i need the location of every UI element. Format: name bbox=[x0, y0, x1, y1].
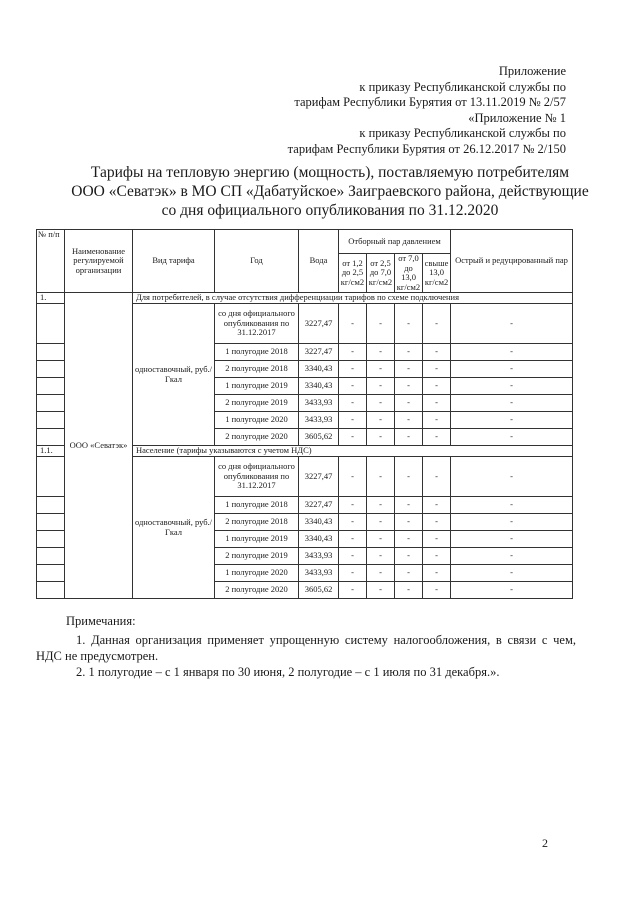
cell: - bbox=[395, 412, 423, 429]
cell: - bbox=[367, 514, 395, 531]
cell: - bbox=[451, 304, 573, 344]
cell: - bbox=[339, 429, 367, 446]
cell: - bbox=[395, 565, 423, 582]
note-item: 1. Данная организация применяет упрощенную систему налогообложения, в связи с чем, НДС не предусмотрен. bbox=[36, 633, 576, 663]
cell: - bbox=[451, 429, 573, 446]
period: 1 полугодие 2018 bbox=[215, 497, 299, 514]
cell: - bbox=[367, 565, 395, 582]
cell: - bbox=[395, 514, 423, 531]
period: 1 полугодие 2018 bbox=[215, 344, 299, 361]
period: 2 полугодие 2018 bbox=[215, 514, 299, 531]
cell: - bbox=[367, 361, 395, 378]
period: 1 полугодие 2019 bbox=[215, 378, 299, 395]
water-value: 3433,93 bbox=[299, 565, 339, 582]
cell: - bbox=[423, 457, 451, 497]
cell: - bbox=[367, 548, 395, 565]
period: 1 полугодие 2020 bbox=[215, 412, 299, 429]
water-value: 3227,47 bbox=[299, 304, 339, 344]
water-value: 3340,43 bbox=[299, 531, 339, 548]
cell: - bbox=[423, 429, 451, 446]
cell: - bbox=[395, 361, 423, 378]
period: 1 полугодие 2020 bbox=[215, 565, 299, 582]
cell: - bbox=[395, 378, 423, 395]
cell: - bbox=[367, 429, 395, 446]
water-value: 3433,93 bbox=[299, 548, 339, 565]
header-pressure-1: от 1,2 до 2,5 кг/см2 bbox=[339, 254, 367, 293]
cell: - bbox=[423, 412, 451, 429]
title-line: ООО «Севатэк» в МО СП «Дабатуйское» Заиграевского района, действующие bbox=[71, 183, 589, 200]
cell: - bbox=[367, 378, 395, 395]
cell: - bbox=[423, 497, 451, 514]
section-row bbox=[37, 293, 573, 304]
cell: - bbox=[367, 531, 395, 548]
header-line: тарифам Республики Бурятия от 26.12.2017 № 2/150 bbox=[287, 141, 566, 156]
header-org: Наименование регулируемой организации bbox=[65, 230, 133, 293]
header-num: № п/п bbox=[37, 230, 65, 293]
page-number: 2 bbox=[542, 836, 548, 850]
header-sharp-steam: Острый и редуцированный пар bbox=[451, 230, 573, 293]
cell: - bbox=[395, 429, 423, 446]
cell: - bbox=[451, 361, 573, 378]
cell: - bbox=[451, 565, 573, 582]
water-value: 3227,47 bbox=[299, 457, 339, 497]
cell: - bbox=[395, 395, 423, 412]
cell: - bbox=[423, 395, 451, 412]
header-line: тарифам Республики Бурятия от 13.11.2019 № 2/57 bbox=[294, 95, 566, 109]
cell: - bbox=[395, 531, 423, 548]
header-pressure-2: от 2,5 до 7,0 кг/см2 bbox=[367, 254, 395, 293]
cell: - bbox=[339, 412, 367, 429]
period: со дня официального опубликования по 31.12.2017 bbox=[215, 457, 299, 497]
water-value: 3605,62 bbox=[299, 582, 339, 599]
cell: - bbox=[451, 548, 573, 565]
cell: - bbox=[423, 531, 451, 548]
header-pressure-4: свыше 13,0 кг/см2 bbox=[423, 254, 451, 293]
cell: - bbox=[423, 514, 451, 531]
cell: - bbox=[339, 531, 367, 548]
cell: - bbox=[339, 304, 367, 344]
header-line: Приложение bbox=[498, 64, 566, 78]
water-value: 3433,93 bbox=[299, 412, 339, 429]
cell: - bbox=[367, 457, 395, 497]
section-title: Население (тарифы указываются с учетом НДС) bbox=[133, 446, 573, 457]
cell: - bbox=[339, 582, 367, 599]
water-value: 3340,43 bbox=[299, 514, 339, 531]
cell: - bbox=[451, 344, 573, 361]
cell: - bbox=[339, 548, 367, 565]
header-line: к приказу Республиканской службы по bbox=[359, 126, 566, 140]
tariff-type: одноставочный, руб./Гкал bbox=[133, 304, 215, 446]
section-title: Для потребителей, в случае отсутствия дифференциации тарифов по схеме подключения bbox=[133, 293, 573, 304]
water-value: 3227,47 bbox=[299, 344, 339, 361]
cell: - bbox=[451, 412, 573, 429]
water-value: 3227,47 bbox=[299, 497, 339, 514]
notes-section bbox=[36, 613, 576, 680]
period: 2 полугодие 2019 bbox=[215, 395, 299, 412]
cell: - bbox=[395, 497, 423, 514]
header-steam-group: Отборный пар давлением bbox=[339, 230, 451, 254]
cell: - bbox=[451, 457, 573, 497]
cell: - bbox=[423, 344, 451, 361]
cell: - bbox=[339, 344, 367, 361]
org-name: ООО «Севатэк» bbox=[65, 293, 133, 599]
header-line: «Приложение № 1 bbox=[468, 110, 566, 125]
cell: - bbox=[423, 548, 451, 565]
cell: - bbox=[395, 457, 423, 497]
cell: - bbox=[367, 497, 395, 514]
period: со дня официального опубликования по 31.12.2017 bbox=[215, 304, 299, 344]
header-year: Год bbox=[215, 230, 299, 293]
cell: - bbox=[451, 531, 573, 548]
header-water: Вода bbox=[299, 230, 339, 293]
cell: - bbox=[451, 395, 573, 412]
cell: - bbox=[367, 344, 395, 361]
period: 2 полугодие 2018 bbox=[215, 361, 299, 378]
appendix-header bbox=[288, 64, 566, 157]
title-line: со дня официального опубликования по 31.12.2020 bbox=[161, 202, 499, 219]
header-line: к приказу Республиканской службы по bbox=[359, 79, 566, 94]
cell: - bbox=[451, 378, 573, 395]
cell: - bbox=[367, 395, 395, 412]
cell: - bbox=[423, 582, 451, 599]
period: 2 полугодие 2020 bbox=[215, 429, 299, 446]
cell: - bbox=[395, 582, 423, 599]
title-line: Тарифы на тепловую энергию (мощность), поставляемую потребителям bbox=[90, 164, 570, 181]
cell: - bbox=[339, 514, 367, 531]
period: 2 полугодие 2019 bbox=[215, 548, 299, 565]
notes-heading: Примечания: bbox=[66, 614, 136, 628]
note-item: 2. 1 полугодие – с 1 января по 30 июня, 2 полугодие – с 1 июля по 31 декабря.». bbox=[76, 665, 500, 679]
cell: - bbox=[395, 548, 423, 565]
cell: - bbox=[367, 412, 395, 429]
period: 1 полугодие 2019 bbox=[215, 531, 299, 548]
cell: - bbox=[339, 378, 367, 395]
cell: - bbox=[423, 304, 451, 344]
cell: - bbox=[395, 344, 423, 361]
cell: - bbox=[451, 497, 573, 514]
tariff-table bbox=[36, 229, 573, 599]
cell: - bbox=[423, 361, 451, 378]
cell: - bbox=[367, 304, 395, 344]
header-pressure-3: от 7,0 до 13,0 кг/см2 bbox=[395, 254, 423, 293]
cell: - bbox=[339, 497, 367, 514]
cell: - bbox=[339, 565, 367, 582]
section-num: 1.1. bbox=[37, 446, 65, 457]
cell: - bbox=[339, 361, 367, 378]
cell: - bbox=[367, 582, 395, 599]
cell: - bbox=[451, 514, 573, 531]
header-tariff-type: Вид тарифа bbox=[133, 230, 215, 293]
section-num: 1. bbox=[37, 293, 65, 304]
water-value: 3340,43 bbox=[299, 361, 339, 378]
cell: - bbox=[339, 457, 367, 497]
water-value: 3433,93 bbox=[299, 395, 339, 412]
document-title bbox=[40, 163, 620, 220]
tariff-type: одноставочный, руб./Гкал bbox=[133, 457, 215, 599]
cell: - bbox=[451, 582, 573, 599]
cell: - bbox=[339, 395, 367, 412]
cell: - bbox=[423, 378, 451, 395]
water-value: 3340,43 bbox=[299, 378, 339, 395]
cell: - bbox=[395, 304, 423, 344]
cell: - bbox=[423, 565, 451, 582]
water-value: 3605,62 bbox=[299, 429, 339, 446]
period: 2 полугодие 2020 bbox=[215, 582, 299, 599]
